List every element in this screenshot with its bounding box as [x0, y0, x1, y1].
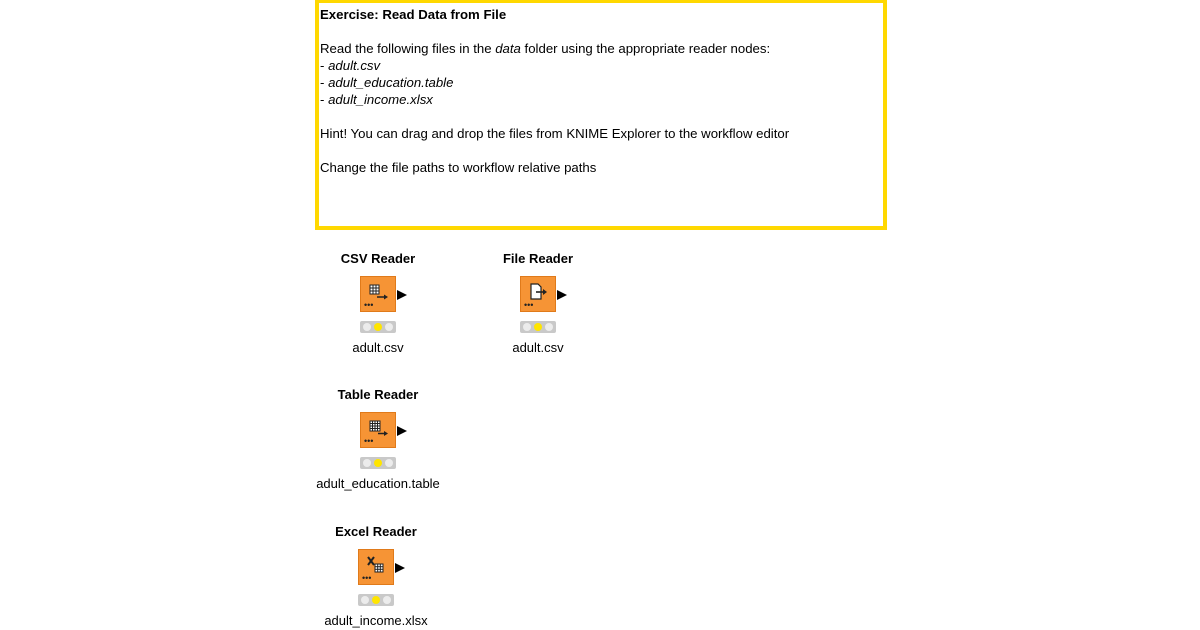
annotation-file-item	[320, 57, 879, 74]
annotation-title: Exercise: Read Data from File	[320, 7, 507, 22]
annotation-intro	[320, 40, 879, 57]
node-status-indicator	[358, 594, 394, 606]
csv-reader-icon	[369, 284, 389, 300]
annotation-folder-name: data	[495, 41, 521, 56]
node-body[interactable]	[520, 276, 556, 312]
node-title[interactable]: Table Reader	[337, 387, 419, 402]
node-status-indicator	[360, 457, 396, 469]
node-csv-reader[interactable]	[298, 251, 458, 356]
annotation-instruction: Change the file paths to workflow relative paths	[320, 160, 597, 175]
node-body[interactable]	[358, 549, 394, 585]
node-title[interactable]: Excel Reader	[335, 524, 417, 539]
node-label[interactable]: adult.csv	[352, 340, 404, 355]
node-dots-icon: •••	[362, 573, 372, 583]
file-item-bullet: -	[320, 58, 329, 73]
node-status-indicator	[520, 321, 556, 333]
file-item-name: adult_education.table	[328, 75, 454, 90]
node-label[interactable]: adult.csv	[512, 340, 564, 355]
node-dots-icon: •••	[524, 300, 534, 310]
node-file-reader[interactable]	[458, 251, 618, 356]
node-body[interactable]	[360, 276, 396, 312]
node-body[interactable]	[360, 412, 396, 448]
file-item-name: adult_income.xlsx	[328, 92, 433, 107]
file-reader-icon	[529, 283, 549, 301]
output-port-icon[interactable]	[557, 290, 567, 300]
annotation-file-item	[320, 91, 879, 108]
annotation-intro-after: folder using the appropriate reader nodes:	[520, 41, 771, 56]
table-reader-icon	[369, 420, 389, 436]
output-port-icon[interactable]	[397, 290, 407, 300]
excel-reader-icon	[367, 556, 387, 574]
node-dots-icon: •••	[364, 300, 374, 310]
node-label[interactable]: adult_income.xlsx	[324, 613, 428, 628]
file-item-bullet: -	[320, 92, 329, 107]
node-excel-reader[interactable]	[296, 524, 456, 629]
annotation-intro-before: Read the following files in the	[320, 41, 496, 56]
file-item-name: adult.csv	[328, 58, 381, 73]
node-status-indicator	[360, 321, 396, 333]
node-table-reader[interactable]	[298, 387, 458, 492]
node-title[interactable]: CSV Reader	[340, 251, 416, 266]
annotation-hint: Hint! You can drag and drop the files from KNIME Explorer to the workflow editor	[320, 126, 790, 141]
workflow-annotation[interactable]	[315, 0, 887, 230]
output-port-icon[interactable]	[397, 426, 407, 436]
output-port-icon[interactable]	[395, 563, 405, 573]
node-dots-icon: •••	[364, 436, 374, 446]
file-item-bullet: -	[320, 75, 329, 90]
annotation-file-item	[320, 74, 879, 91]
node-label[interactable]: adult_education.table	[316, 476, 440, 491]
node-title[interactable]: File Reader	[502, 251, 574, 266]
